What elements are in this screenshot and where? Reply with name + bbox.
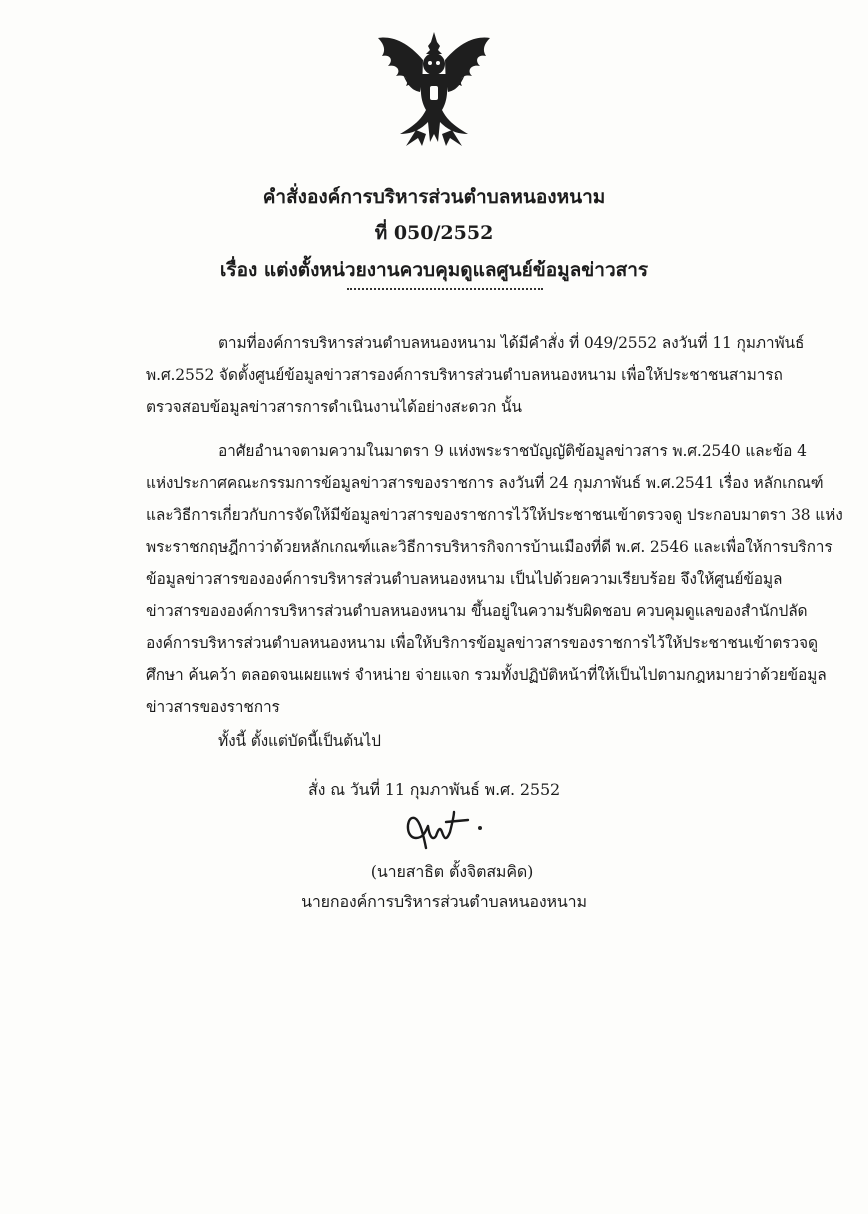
order-date: สั่ง ณ วันที่ 11 กุมภาพันธ์ พ.ศ. 2552 [307,780,561,799]
paragraph1-line: ตรวจสอบข้อมูลข่าวสารการดำเนินงานได้อย่างสะดวก นั้น [146,398,522,416]
order-number: ที่ 050/2552 [374,222,494,244]
signer-position: นายกองค์การบริหารส่วนตำบลหนองหนาม [301,892,587,911]
paragraph2-line: แห่งประกาศคณะกรรมการข้อมูลข่าวสารของราชการ ลงวันที่ 24 กุมภาพันธ์ พ.ศ.2541 เรื่อง หลักเกณฑ์ [146,474,824,492]
paragraph2-line: องค์การบริหารส่วนตำบลหนองหนาม เพื่อให้บริการข้อมูลข่าวสารของราชการไว้ให้ประชาชนเข้าตรวจดู [146,634,818,652]
order-subject: เรื่อง แต่งตั้งหน่วยงานควบคุมดูแลศูนย์ข้อมูลข่าวสาร [219,259,649,281]
paragraph1-line: ตามที่องค์การบริหารส่วนตำบลหนองหนาม ได้มีคำสั่ง ที่ 049/2552 ลงวันที่ 11 กุมภาพันธ์ [218,334,805,352]
order-title: คำสั่งองค์การบริหารส่วนตำบลหนองหนาม [262,186,606,208]
paragraph2-line: ข่าวสารขององค์การบริหารส่วนตำบลหนองหนาม ขึ้นอยู่ในความรับผิดชอบ ควบคุมดูแลของสำนักปลัด [146,602,808,620]
effective-clause: ทั้งนี้ ตั้งแต่บัดนี้เป็นต้นไป [218,732,381,750]
paragraph2-line: พระราชกฤษฎีกาว่าด้วยหลักเกณฑ์และวิธีการบริหารกิจการบ้านเมืองที่ดี พ.ศ. 2546 และเพื่อให้การบริการ [146,538,833,556]
paragraph2-line: ข่าวสารของราชการ [146,698,280,716]
garuda-emblem-icon [376,30,492,148]
title-separator [347,288,543,290]
signer-name: (นายสาธิต ตั้งจิตสมคิด) [370,862,534,881]
paragraph2-line: ศึกษา ค้นคว้า ตลอดจนเผยแพร่ จำหน่าย จ่ายแจก รวมทั้งปฏิบัติหน้าที่ให้เป็นไปตามกฎหมายว่าด้วยข้อมูล [146,666,827,684]
paragraph2-line: และวิธีการเกี่ยวกับการจัดให้มีข้อมูลข่าวสารของราชการไว้ให้ประชาชนเข้าตรวจดู ประกอบมาตรา 38 แห่ง [146,506,843,524]
paragraph1-line: พ.ศ.2552 จัดตั้งศูนย์ข้อมูลข่าวสารองค์การบริหารส่วนตำบลหนองหนาม เพื่อให้ประชาชนสามารถ [146,366,783,384]
signature-dot [478,826,482,830]
signature-mark [402,808,492,852]
paragraph2-line: ข้อมูลข่าวสารขององค์การบริหารส่วนตำบลหนองหนาม เป็นไปด้วยความเรียบร้อย จึงให้ศูนย์ข้อมูล [146,570,783,588]
paragraph2-line: อาศัยอำนาจตามความในมาตรา 9 แห่งพระราชบัญญัติข้อมูลข่าวสาร พ.ศ.2540 และข้อ 4 [218,442,807,460]
